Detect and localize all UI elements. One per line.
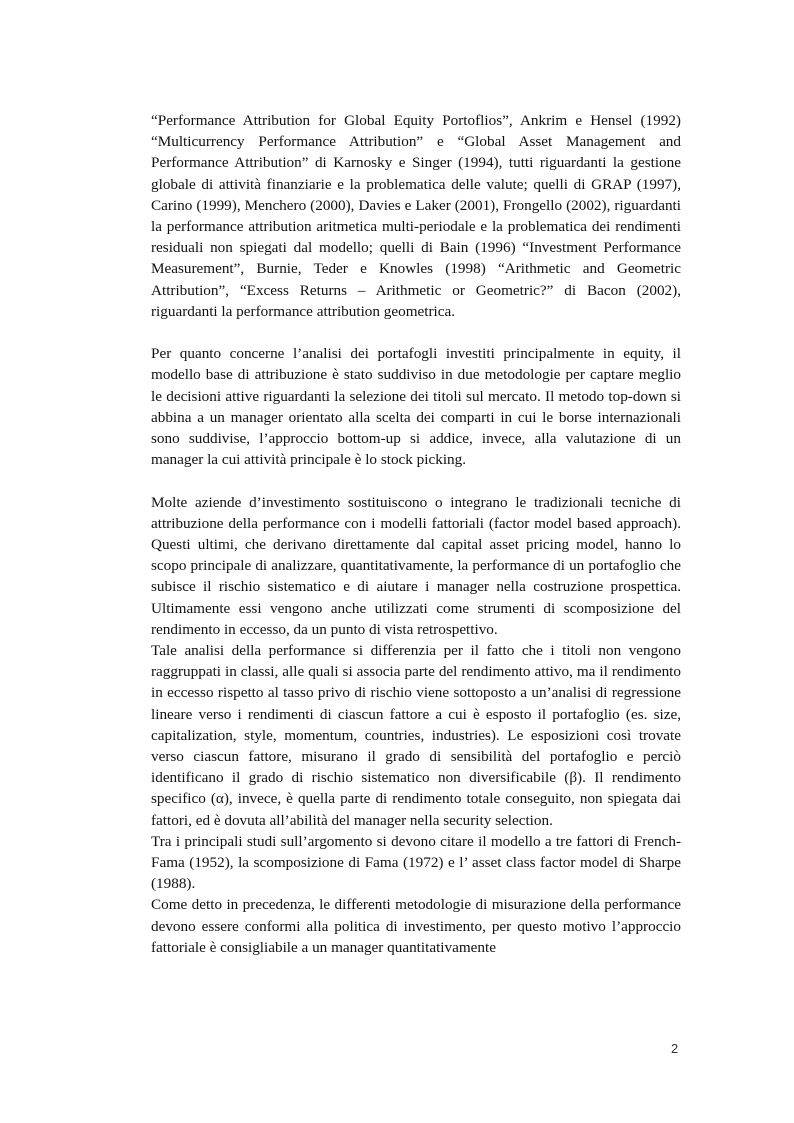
paragraph-principal-studies: Tra i principali studi sull’argomento si devono citare il modello a tre fattori di French-Fama (1952), la scomposizione di Fama (1972) e l’ asset class factor model di Sharpe (1988). <box>151 832 681 893</box>
document-body <box>151 110 681 958</box>
paragraph-equity-portfolios: Per quanto concerne l’analisi dei portafogli investiti principalmente in equity, il modello base di attribuzione è stato suddiviso in due metodologie per captare meglio le decisioni attive riguardanti la selezione dei titoli sul mercato. Il metodo top-down si abbina a un manager orientato alla scelta dei comparti in cui le borse internazionali sono suddivise, l’approccio bottom-up si addice, invece, alla valutazione di un manager la cui attività principale è lo stock picking. <box>151 345 681 469</box>
paragraph-regression-analysis: Tale analisi della performance si differenzia per il fatto che i titoli non vengono raggruppati in classi, alle quali si associa parte del rendimento attivo, ma il rendimento in eccesso rispetto al tasso privo di rischio viene sottoposto a un’analisi di regressione lineare verso i rendimenti di ciascun fattore a cui è esposto il portafoglio (es. size, capitalization, style, momentum, countries, industries). Le esposizioni così trovate verso ciascun fattore, misurano il grado di sensibilità del portafoglio e perciò identificano il grado di rischio sistematico non diversificabile (β). Il rendimento specifico (α), invece, è quella parte di rendimento totale conseguito, non spiegata dai fattori, ed è dovuta all’abilità del manager nella security selection. <box>151 642 681 829</box>
paragraph-factor-models: Molte aziende d’investimento sostituiscono o integrano le tradizionali tecniche di attribuzione della performance con i modelli fattoriali (factor model based approach). Questi ultimi, che derivano direttamente dal capital asset pricing model, hanno lo scopo principale di analizzare, quantitativamente, la performance di un portafoglio che subisce il rischio sistematico e di aiutare i manager nella costruzione prospettica. Ultimamente essi vengono anche utilizzati come strumenti di scomposizione del rendimento in eccesso, da un punto di vista retrospettivo. <box>151 493 681 638</box>
paragraph-attribution-studies: “Performance Attribution for Global Equity Portoflios”, Ankrim e Hensel (1992) “Multicurrency Performance Attribution” e “Global Asset Management and Performance Attribution” di Karnosky e Singer (1994), tutti riguardanti la gestione globale di attività finanziarie e la problematica delle valute; quelli di GRAP (1997), Carino (1999), Menchero (2000), Davies e Laker (2001), Frongello (2002), riguardanti la performance attribution aritmetica multi-periodale e la problematica dei rendimenti residuali non spiegati dal modello; quelli di Bain (1996) “Investment Performance Measurement”, Burnie, Teder e Knowles (1998) “Arithmetic and Geometric Attribution”, “Excess Returns – Arithmetic or Geometric?” di Bacon (2002), riguardanti la performance attribution geometrica. <box>151 112 681 320</box>
paragraph-methodologies: Come detto in precedenza, le differenti metodologie di misurazione della performance devono essere conformi alla politica di investimento, per questo motivo l’approccio fattoriale è consigliabile a un manager quantitativamente <box>151 896 681 956</box>
page-number: 2 <box>671 1041 679 1056</box>
